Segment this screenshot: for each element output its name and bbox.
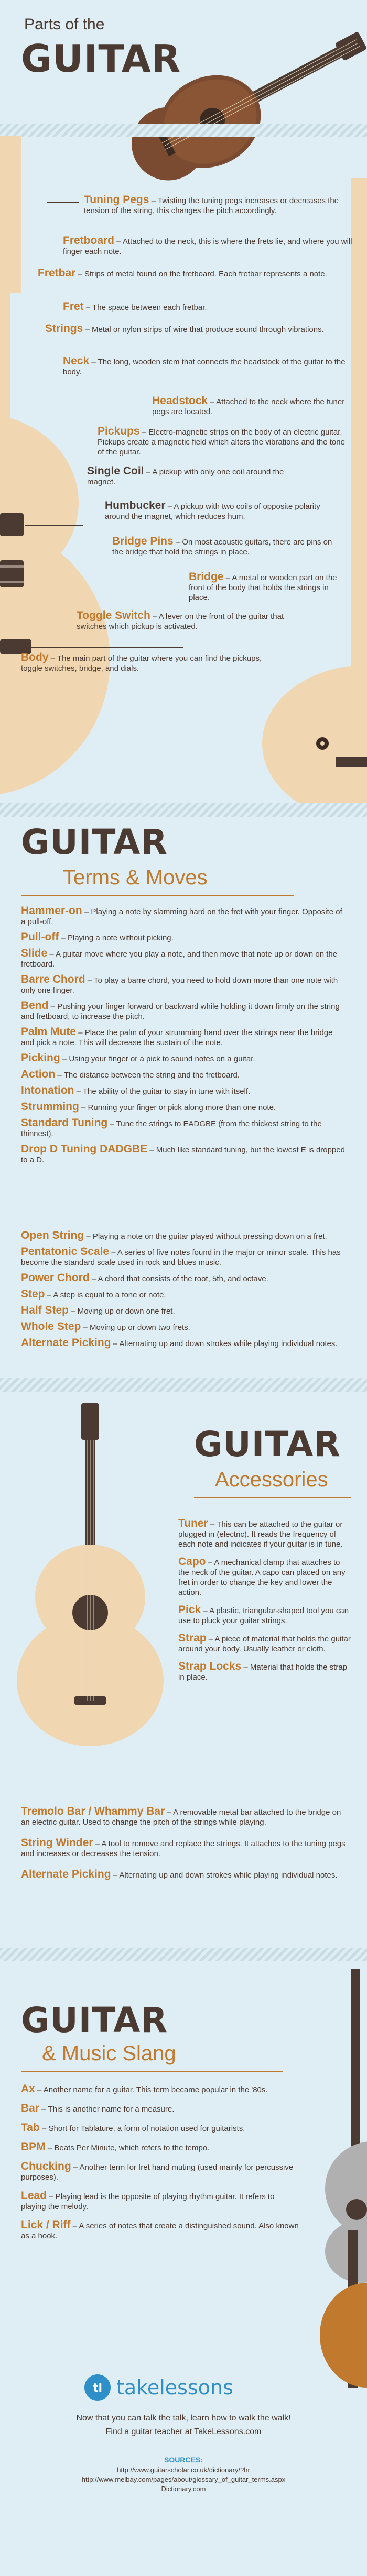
part-fretboard: Fretboard – Attached to the neck, this is where the frets lie, and where you will finger each note. [63, 235, 352, 256]
terms-list [0, 906, 367, 1230]
term-def: Much like standard tuning, but the lowest E is dropped to a D. [21, 1146, 345, 1164]
slang-item: Lead – Playing lead is the opposite of playing rhythm guitar. It refers to playing the melody. [21, 2190, 275, 2211]
part-fret: Fret – The space between each fretbar. [63, 301, 207, 313]
slang-term: Bar [21, 2102, 40, 2114]
slang-def: Another term for fret hand muting (used mainly for percussive purposes). [21, 2163, 294, 2182]
slang-subtitle: & Music Slang [42, 2042, 176, 2065]
divider-stripes [0, 803, 367, 817]
term-name: Standard Tuning [21, 1117, 108, 1129]
accessory-item: Alternate Picking – Alternating up and down strokes while playing individual notes. [21, 1868, 338, 1880]
header-title-small: Parts of the [24, 16, 105, 33]
sources-label: SOURCES: [164, 2456, 203, 2464]
part-def: The long, wooden stem that connects the headstock of the guitar to the body. [63, 358, 346, 376]
part-def: Metal or nylon strips of wire that produce sound through vibrations. [92, 325, 324, 334]
divider-stripes [0, 1378, 367, 1392]
part-def: Electro-magnetic strips on the body of an electric guitar. Pickups create a magnetic field which alters the vibrations and the tone of the guitar. [98, 428, 345, 457]
accessory-def: Alternating up and down strokes while playing individual notes. [119, 1871, 338, 1880]
part-term: Tuning Pegs [84, 194, 149, 206]
accessory-name: Tuner [178, 1517, 208, 1529]
term-item: Whole Step – Moving up or down two frets. [21, 1320, 190, 1333]
brand-logo[interactable] [84, 2372, 283, 2403]
part-term: Headstock [152, 395, 208, 407]
term-name: Whole Step [21, 1320, 81, 1333]
term-def: Playing a note without picking. [68, 934, 174, 942]
part-tuning-pegs: Tuning Pegs – Twisting the tuning pegs increases or decreases the tension of the string, this changes the pitch accordingly. [84, 194, 339, 215]
part-strings: Strings – Metal or nylon strips of wire that produce sound through vibrations. [45, 323, 324, 335]
part-neck: Neck – The long, wooden stem that connects the headstock of the guitar to the body. [63, 355, 346, 376]
part-term: Strings [45, 323, 83, 335]
slang-item: Lick / Riff – A series of notes that create a distinguished sound. Also known as a hook. [21, 2219, 299, 2240]
term-def: A chord that consists of the root, 5th, and octave. [98, 1274, 268, 1283]
part-term: Fretboard [63, 235, 115, 247]
accessory-name: Strap [178, 1632, 207, 1644]
accessory-name: Strap Locks [178, 1660, 242, 1672]
term-name: Half Step [21, 1304, 69, 1316]
part-def: A pickup with only one coil around the magnet. [87, 468, 284, 486]
term-def: To play a barre chord, you need to hold down more than one note with only one finger. [21, 976, 338, 995]
slang-term: Lick / Riff [21, 2219, 71, 2231]
accessory-name: Pick [178, 1604, 201, 1616]
term-item: Palm Mute – Place the palm of your strumming hand over the strings near the bridge and pick a note. This will decrease the sustain of the note. [21, 1026, 333, 1047]
slang-item: Bar – This is another name for a measure. [21, 2102, 175, 2114]
term-item: Hammer-on – Playing a note by slamming hard on the fret with your finger. Opposite of a pull-off. [21, 906, 342, 926]
term-item: Slide – A guitar move where you play a note, and then move that note up or down on the fretboard. [21, 947, 338, 969]
term-def: Place the palm of your strumming hand over the strings near the bridge and pick a note. This will decrease the sustain of the note. [21, 1028, 333, 1047]
accessory-def: A plastic, triangular-shaped tool you can use to pluck your guitar strings. [178, 1606, 349, 1625]
slang-def: Another name for a guitar. This term became popular in the '80s. [43, 2085, 268, 2094]
term-name: Palm Mute [21, 1026, 77, 1038]
source-link[interactable]: Dictionary.com [161, 2485, 206, 2493]
part-def: A lever on the front of the guitar that switches which pickup is activated. [77, 612, 284, 631]
pointer-line [47, 202, 79, 203]
part-humbucker: Humbucker – A pickup with two coils of opposite polarity around the magnet, which reduces hum. [105, 499, 320, 521]
slang-item: Tab – Short for Tablature, a form of notation used for guitarists. [21, 2122, 245, 2134]
takelessons-logo-icon [84, 2374, 111, 2401]
term-def: Tune the strings to EADGBE (from the thickest string to the thinnest). [21, 1119, 322, 1138]
term-item: Barre Chord – To play a barre chord, you need to hold down more than one note with only one finger. [21, 973, 338, 995]
accessories-title: GUITAR [194, 1424, 341, 1464]
source-link[interactable]: http://www.melbay.com/pages/about/glossary_of_guitar_terms.aspx [81, 2475, 286, 2483]
term-def: Playing a note by slamming hard on the fret with your finger. Opposite of a pull-off. [21, 907, 342, 926]
title-underline [194, 1497, 351, 1498]
slang-term: Tab [21, 2122, 40, 2134]
term-def: The ability of the guitar to stay in tune with itself. [82, 1087, 251, 1096]
divider-stripes [0, 1948, 367, 1961]
part-term: Pickups [98, 425, 140, 437]
part-def: The main part of the guitar where you can find the pickups, toggle switches, bridge, and dials. [21, 654, 262, 673]
term-name: Picking [21, 1052, 60, 1064]
accessory-item: Strap Locks – Material that holds the strap in place. [178, 1660, 348, 1682]
term-def: The distance between the string and the fretboard. [63, 1071, 240, 1080]
term-name: Slide [21, 947, 48, 959]
term-def: Moving up or down two frets. [90, 1323, 190, 1332]
slang-def: This is another name for a measure. [48, 2105, 175, 2114]
title-underline [21, 2071, 283, 2072]
part-term: Bridge [189, 571, 224, 583]
term-name: Step [21, 1288, 45, 1300]
part-term: Toggle Switch [77, 609, 150, 621]
part-toggle-switch: Toggle Switch – A lever on the front of the guitar that switches which pickup is activated. [77, 609, 284, 631]
acoustic-guitar-illustration [5, 1403, 173, 1749]
part-bridge: Bridge – A metal or wooden part on the front of the body that holds the strings in place. [189, 571, 337, 602]
part-fretbar: Fretbar – Strips of metal found on the fretboard. Each fretbar represents a note. [38, 267, 327, 279]
part-term: Single Coil [87, 465, 144, 477]
part-def: A pickup with two coils of opposite polarity around the magnet, which reduces hum. [105, 502, 320, 521]
part-term: Neck [63, 355, 90, 367]
slang-guitars-illustration [294, 1969, 367, 2388]
pointer-line [31, 647, 183, 648]
term-item: Drop D Tuning DADGBE – Much like standard tuning, but the lowest E is dropped to a D. [21, 1143, 345, 1164]
part-single-coil: Single Coil – A pickup with only one coil around the magnet. [87, 465, 284, 486]
accessory-def: A removable metal bar attached to the bridge on an electric guitar. Used to change the pitch of the strings while playing. [21, 1808, 341, 1827]
part-term: Humbucker [105, 499, 166, 512]
divider-stripes [0, 124, 367, 137]
accessory-item: Capo – A mechanical clamp that attaches to the neck of the guitar. A capo can placed on any fret in order to change the key and lower the action. [178, 1556, 346, 1597]
part-term: Bridge Pins [112, 535, 174, 547]
terms-list-continued [0, 1230, 367, 1393]
part-headstock: Headstock – Attached to the neck where the tuner pegs are located. [152, 395, 345, 416]
accessory-def: Material that holds the strap in place. [178, 1663, 348, 1682]
term-item: Action – The distance between the string and the fretboard. [21, 1068, 240, 1080]
term-item: Half Step – Moving up or down one fret. [21, 1304, 175, 1316]
accessory-def: This can be attached to the guitar or plugged in (electric). It reads the frequency of each note and indicates if your guitar is in tune. [178, 1520, 343, 1549]
part-def: Attached to the neck, this is where the frets lie, and where you will finger each note. [63, 237, 352, 256]
accessory-name: Alternate Picking [21, 1868, 111, 1880]
source-link[interactable]: http://www.guitarscholar.co.uk/dictionary/?hr [117, 2466, 250, 2474]
part-term: Fretbar [38, 267, 76, 279]
part-def: The space between each fretbar. [92, 303, 207, 312]
accessory-name: Tremolo Bar / Whammy Bar [21, 1805, 165, 1817]
term-name: Alternate Picking [21, 1337, 111, 1349]
term-name: Pull-off [21, 931, 59, 943]
term-item: Power Chord – A chord that consists of the root, 5th, and octave. [21, 1272, 268, 1284]
term-item: Strumming – Running your finger or pick along more than one note. [21, 1101, 276, 1113]
term-def: Using your finger or a pick to sound notes on a guitar. [69, 1054, 255, 1063]
accessory-item: Pick – A plastic, triangular-shaped tool you can use to pluck your guitar strings. [178, 1604, 349, 1625]
part-pickups: Pickups – Electro-magnetic strips on the body of an electric guitar. Pickups create a magnetic field which alters the vibrations and the tone of the guitar. [98, 425, 345, 457]
slang-title: GUITAR [21, 2000, 168, 2040]
term-item: Open String – Playing a note on the guitar played without pressing down on a fret. [21, 1230, 327, 1241]
accessories-section [0, 1393, 367, 1969]
accessory-item: String Winder – A tool to remove and replace the strings. It attaches to the tuning pegs and increases or decreases the tension. [21, 1837, 346, 1858]
svg-text:tl: tl [92, 2382, 103, 2395]
slang-def: A series of notes that create a distinguished sound. Also known as a hook. [21, 2222, 299, 2240]
slang-item: Ax – Another name for a guitar. This term became popular in the '80s. [21, 2083, 268, 2095]
accessory-name: Capo [178, 1556, 206, 1568]
pointer-line [25, 525, 83, 526]
term-item: Intonation – The ability of the guitar to stay in tune with itself. [21, 1084, 251, 1096]
term-item: Picking – Using your finger or a pick to sound notes on a guitar. [21, 1052, 255, 1064]
term-def: Alternating up and down strokes while playing individual notes. [119, 1339, 338, 1348]
slang-item: Chucking – Another term for fret hand muting (used mainly for percussive purposes). [21, 2160, 294, 2182]
term-def: A step is equal to a tone or note. [53, 1291, 166, 1300]
accessory-def: A piece of material that holds the guitar around your body. Usually leather or cloth. [178, 1635, 351, 1653]
slang-def: Short for Tablature, a form of notation used for guitarists. [48, 2124, 245, 2133]
part-def: On most acoustic guitars, there are pins on the bridge that hold the strings in place. [112, 538, 332, 557]
part-def: Attached to the neck where the tuner pegs are located. [152, 397, 345, 416]
slang-term: Ax [21, 2083, 35, 2095]
slang-term: BPM [21, 2141, 46, 2153]
term-name: Open String [21, 1230, 84, 1241]
parts-section [0, 0, 367, 817]
term-name: Action [21, 1068, 56, 1080]
terms-subtitle: Terms & Moves [63, 866, 208, 889]
terms-title: GUITAR [21, 822, 168, 862]
term-def: Moving up or down one fret. [77, 1307, 175, 1316]
slang-term: Chucking [21, 2160, 71, 2172]
term-def: Running your finger or pick along more than one note. [88, 1103, 276, 1112]
part-bridge-pins: Bridge Pins – On most acoustic guitars, there are pins on the bridge that hold the strings in place. [112, 535, 332, 557]
term-name: Hammer-on [21, 906, 82, 917]
slang-section [0, 1969, 367, 2576]
term-name: Power Chord [21, 1272, 90, 1284]
header-title-big: GUITAR [21, 37, 181, 81]
accessory-name: String Winder [21, 1837, 93, 1849]
part-term: Body [21, 651, 49, 663]
term-item: Bend – Pushing your finger forward or backward while holding it down firmly on the string and fretboard, to increase the pitch. [21, 1000, 340, 1021]
accessory-def: A tool to remove and replace the strings. It attaches to the tuning pegs and increases or decreases the tension. [21, 1839, 346, 1858]
term-def: A guitar move where you play a note, and then move that note up or down on the fretboard. [21, 950, 338, 969]
footer-tagline: Now that you can talk the talk, learn how to walk the walk! [76, 2414, 291, 2423]
term-name: Drop D Tuning DADGBE [21, 1143, 148, 1155]
slang-term: Lead [21, 2190, 47, 2202]
term-name: Strumming [21, 1101, 79, 1113]
part-body: Body – The main part of the guitar where you can find the pickups, toggle switches, bridge, and dials. [21, 651, 262, 673]
title-underline [21, 895, 294, 896]
slang-def: Playing lead is the opposite of playing rhythm guitar. It refers to playing the melody. [21, 2192, 275, 2211]
accessory-item: Tremolo Bar / Whammy Bar – A removable metal bar attached to the bridge on an electric guitar. Used to change the pitch of the strings while playing. [21, 1805, 341, 1827]
term-name: Barre Chord [21, 973, 85, 985]
term-name: Intonation [21, 1084, 74, 1096]
accessories-subtitle: Accessories [215, 1468, 328, 1491]
term-def: Pushing your finger forward or backward while holding it down firmly on the string and fretboard, to increase the pitch. [21, 1002, 340, 1021]
part-def: Strips of metal found on the fretboard. Each fretbar represents a note. [84, 270, 327, 279]
part-term: Fret [63, 301, 84, 313]
term-def: Playing a note on the guitar played without pressing down on a fret. [92, 1232, 327, 1241]
accessory-item: Tuner – This can be attached to the guitar or plugged in (electric). It reads the frequency of each note and indicates if your guitar is in tune. [178, 1517, 343, 1549]
footer-cta[interactable]: Find a guitar teacher at TakeLessons.com [105, 2427, 262, 2436]
term-name: Pentatonic Scale [21, 1246, 110, 1258]
slang-def: Beats Per Minute, which refers to the tempo. [54, 2144, 210, 2152]
term-item: Alternate Picking – Alternating up and down strokes while playing individual notes. [21, 1337, 338, 1349]
brand-name: takelessons [116, 2376, 233, 2399]
part-def: A metal or wooden part on the front of the body that holds the strings in place. [189, 573, 337, 602]
accessory-def: A mechanical clamp that attaches to the neck of the guitar. A capo can placed on any fret in order to change the key and lower the action. [178, 1558, 346, 1597]
term-item: Standard Tuning – Tune the strings to EADGBE (from the thickest string to the thinnest). [21, 1117, 322, 1138]
slang-item: BPM – Beats Per Minute, which refers to the tempo. [21, 2141, 210, 2153]
term-def: A series of five notes found in the major or minor scale. This has become the standard scale used in rock and blues music. [21, 1248, 341, 1267]
term-name: Bend [21, 1000, 49, 1012]
term-item: Step – A step is equal to a tone or note. [21, 1288, 166, 1300]
accessory-item: Strap – A piece of material that holds the guitar around your body. Usually leather or cloth. [178, 1632, 351, 1653]
part-def: Twisting the tuning pegs increases or decreases the tension of the string, this changes the pitch accordingly. [84, 196, 339, 215]
term-item: Pentatonic Scale – A series of five notes found in the major or minor scale. This has become the standard scale used in rock and blues music. [21, 1246, 341, 1267]
term-item: Pull-off – Playing a note without picking. [21, 931, 174, 943]
